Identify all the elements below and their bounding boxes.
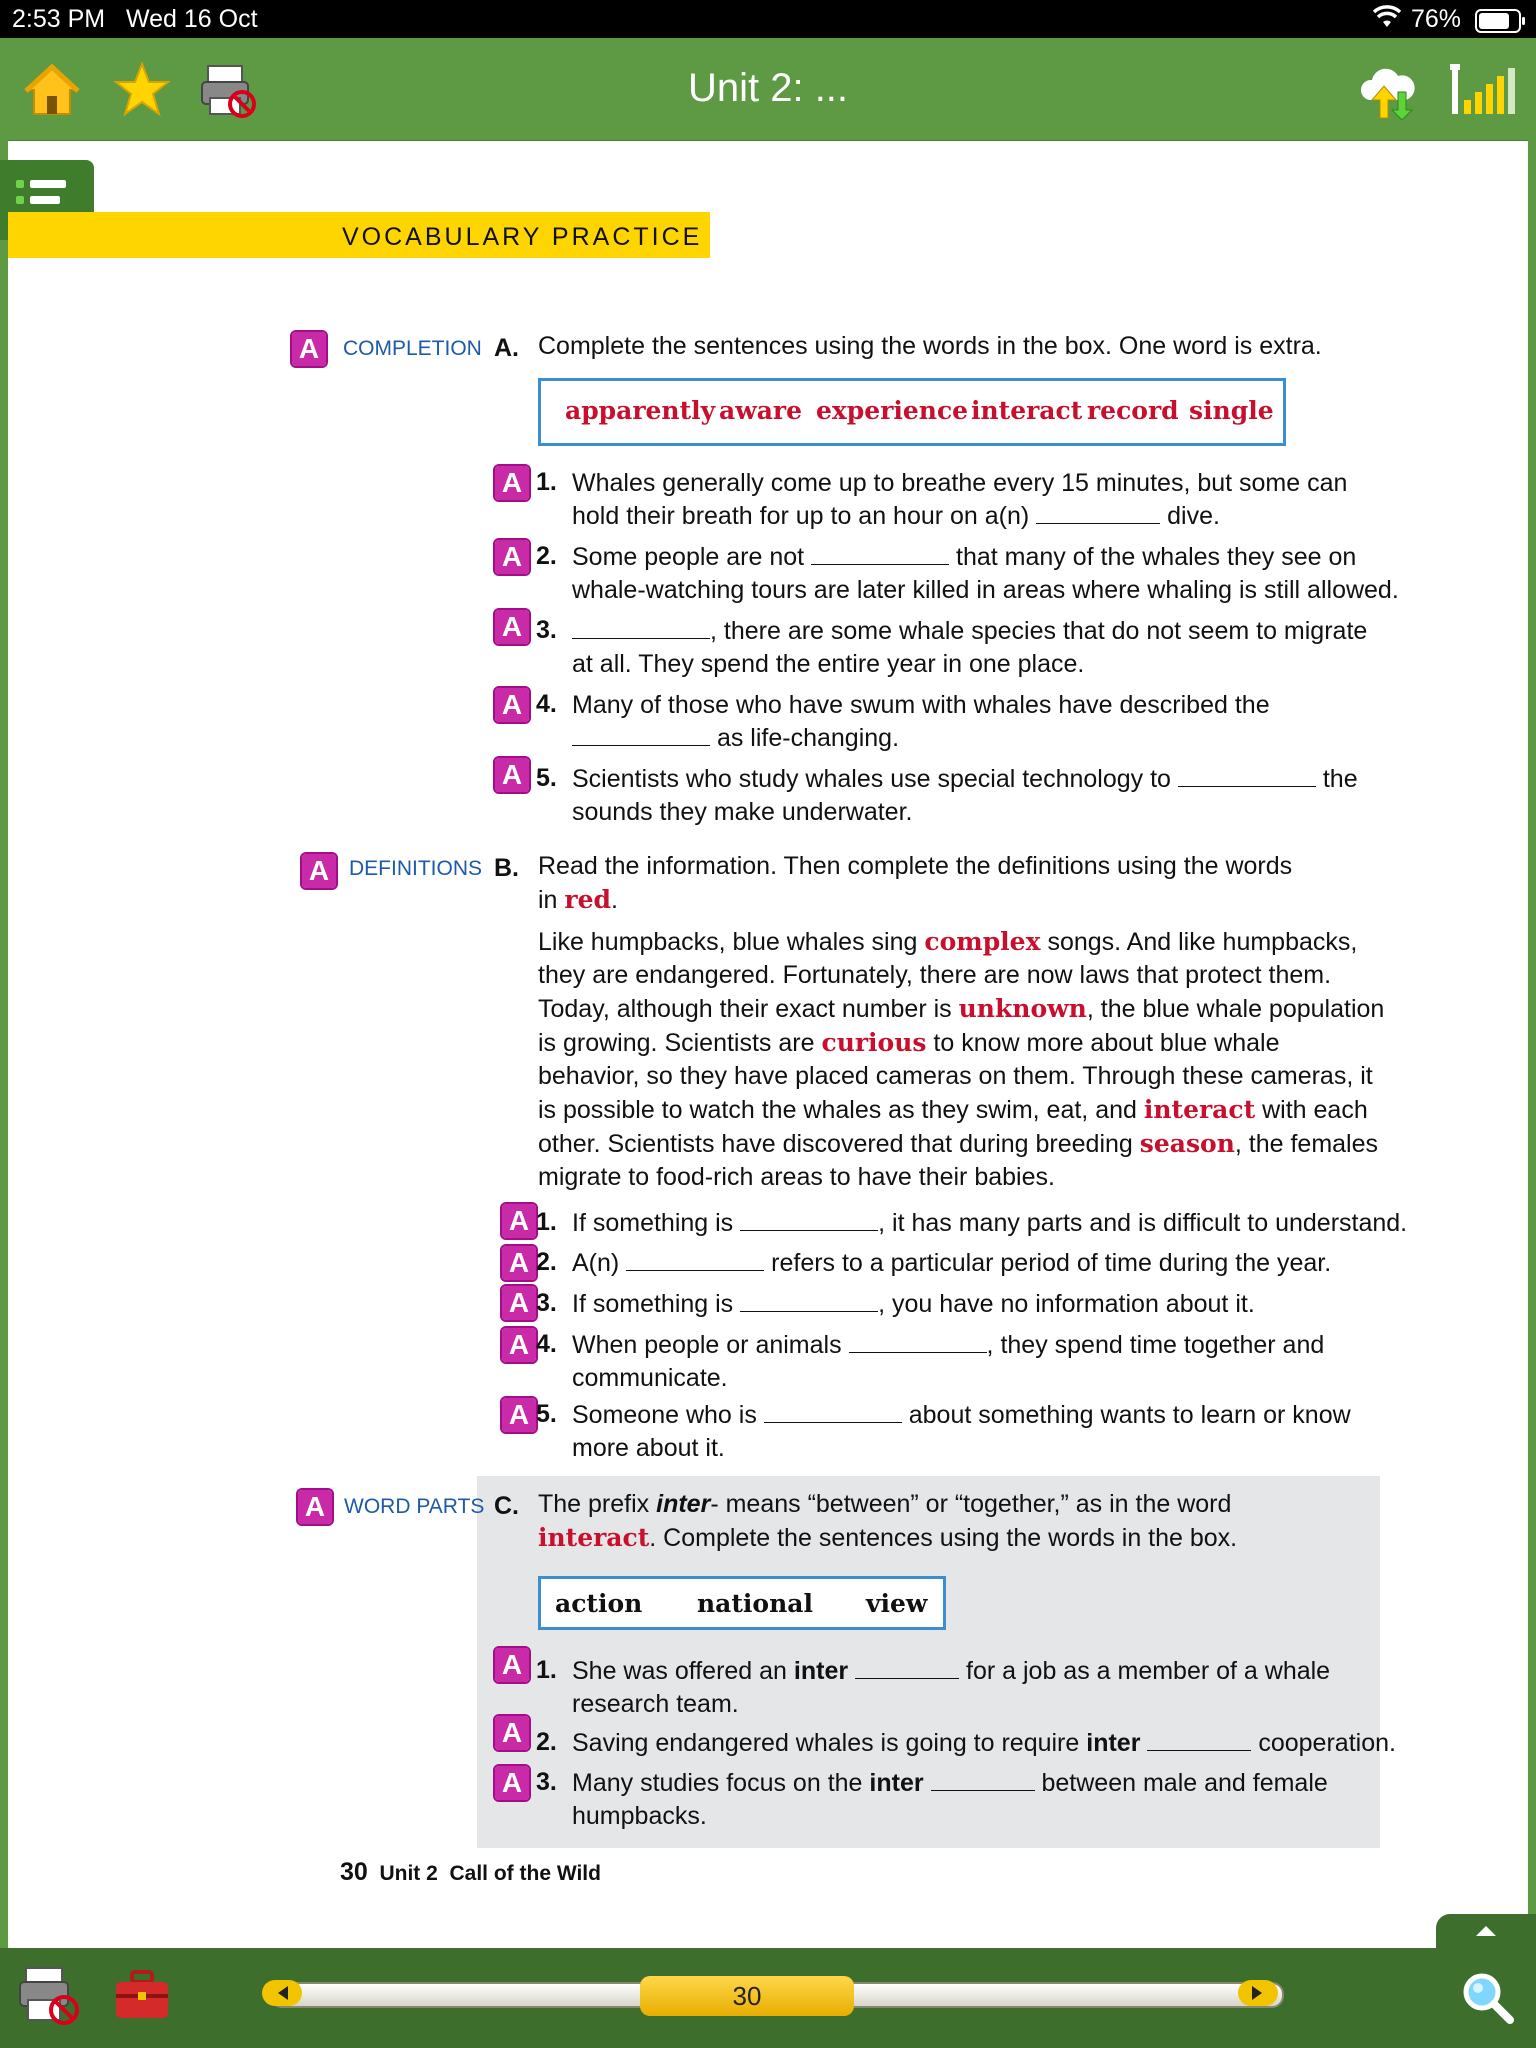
section-audio-icon[interactable]: A [290, 330, 328, 368]
search-zoom-icon[interactable] [1456, 1968, 1516, 2028]
item-number: 2. [536, 1248, 557, 1276]
item-number: 2. [536, 542, 557, 570]
word-box-item: record [1087, 396, 1179, 425]
item-number: 4. [536, 1330, 557, 1358]
expand-tab[interactable] [1436, 1914, 1536, 1948]
list-item: Whales generally come up to breathe every 15 minutes, but some can hold their breath for up to an hour on a(n) dive. [572, 469, 1348, 530]
reading-passage: Like humpbacks, blue whales sing complex songs. And like humpbacks, they are endangered. Fortunately, there are now laws that protect them. Today, although their exact number is unknown, the blue whale population is growing. Scientists are curious to know more about blue whale behavior, so they have placed cameras on them. Through these cameras, it is possible to watch the whales as they swim, eat, and interact with each other. Scientists have discovered that during breeding season, the females migrate to food-rich areas to have their babies. [538, 927, 1385, 1191]
word-box [538, 1576, 946, 1630]
word-box-item: view [866, 1589, 928, 1618]
section-instruction: Read the information. Then complete the definitions using the words in red. [538, 852, 1293, 914]
section-label-definitions: DEFINITIONS [349, 857, 483, 880]
item-number: 3. [536, 1768, 557, 1796]
list-item: Scientists who study whales use special technology to the sounds they make underwater. [572, 765, 1358, 826]
list-item: Many studies focus on the inter between male and female humpbacks. [572, 1769, 1328, 1830]
slider-left-cap[interactable] [262, 1980, 302, 2006]
word-box-item: national [697, 1589, 813, 1618]
word-box-item: single [1189, 396, 1274, 425]
item-audio-icon[interactable]: A [500, 1396, 538, 1434]
section-label-completion: COMPLETION [343, 337, 482, 360]
section-audio-icon[interactable]: A [300, 852, 338, 890]
section-letter: A. [494, 334, 519, 362]
slider-right-cap[interactable] [1238, 1980, 1278, 2006]
triangle-left-icon [262, 1980, 302, 2006]
section-letter: B. [494, 854, 519, 882]
list-item: If something is , it has many parts and is difficult to understand. [572, 1209, 1408, 1237]
item-number: 5. [536, 1400, 557, 1428]
bottom-toolbar [0, 1948, 1536, 2048]
list-item: Someone who is about something wants to learn or know more about it. [572, 1401, 1351, 1462]
item-audio-icon[interactable]: A [493, 1646, 531, 1684]
item-audio-icon[interactable]: A [493, 464, 531, 502]
word-box-item: aware [719, 396, 802, 425]
item-audio-icon[interactable]: A [493, 608, 531, 646]
page-number: 30 [340, 1858, 368, 1886]
print-disabled-icon[interactable] [18, 1964, 82, 2028]
item-number: 5. [536, 764, 557, 792]
footer-unit: Unit 2 [379, 1862, 438, 1885]
item-audio-icon[interactable]: A [500, 1284, 538, 1322]
section-letter: C. [494, 1492, 519, 1520]
word-box-item: apparently [565, 396, 716, 425]
section-instruction: The prefix inter- means “between” or “together,” as in the word interact. Complete the sentences using the words in the box. [538, 1490, 1238, 1552]
status-date: Wed 16 Oct [126, 5, 258, 33]
page-slider-thumb[interactable]: 30 [640, 1976, 854, 2016]
item-audio-icon[interactable]: A [493, 538, 531, 576]
wifi-icon [1372, 5, 1402, 31]
status-time: 2:53 PM [12, 5, 106, 33]
item-number: 4. [536, 690, 557, 718]
toolbox-icon[interactable] [112, 1968, 172, 2024]
list-item: She was offered an inter for a job as a member of a whale research team. [572, 1657, 1331, 1718]
item-number: 1. [536, 468, 557, 496]
item-audio-icon[interactable]: A [493, 756, 531, 794]
page-footer [340, 1858, 601, 1887]
word-box-item: experience [816, 396, 969, 425]
item-number: 1. [536, 1208, 557, 1236]
page-title: Unit 2: ... [687, 66, 849, 110]
top-toolbar [0, 38, 1536, 141]
item-audio-icon[interactable]: A [493, 1764, 531, 1802]
status-bar [0, 0, 1536, 38]
section-label-word-parts: WORD PARTS [344, 1495, 485, 1518]
section-audio-icon[interactable]: A [296, 1488, 334, 1526]
word-box-item: interact [971, 396, 1083, 425]
list-item: , there are some whale species that do not seem to migrate at all. They spend the entire year in one place. [572, 617, 1368, 678]
list-item: If something is , you have no information about it. [572, 1290, 1255, 1318]
section-banner [8, 212, 710, 258]
item-number: 3. [536, 616, 557, 644]
item-audio-icon[interactable]: A [500, 1244, 538, 1282]
chevron-up-icon [1436, 1914, 1536, 1948]
triangle-right-icon [1238, 1980, 1278, 2006]
word-box [538, 378, 1286, 446]
list-item: Saving endangered whales is going to require inter cooperation. [572, 1729, 1396, 1757]
battery-percent: 76% [1411, 5, 1462, 33]
battery-icon [1475, 9, 1521, 33]
list-item: When people or animals , they spend time together and communicate. [572, 1331, 1325, 1392]
item-audio-icon[interactable]: A [500, 1326, 538, 1364]
section-instruction: Complete the sentences using the words in the box. One word is extra. [538, 332, 1322, 360]
item-audio-icon[interactable]: A [493, 1714, 531, 1752]
footer-title: Call of the Wild [449, 1862, 601, 1885]
list-item: A(n) refers to a particular period of time during the year. [572, 1249, 1332, 1277]
item-number: 3. [536, 1289, 557, 1317]
item-number: 2. [536, 1728, 557, 1756]
banner-text: VOCABULARY PRACTICE [342, 223, 703, 251]
cloud-sync-icon[interactable] [1358, 60, 1418, 120]
item-audio-icon[interactable]: A [493, 686, 531, 724]
signal-strength-icon[interactable] [1448, 60, 1518, 120]
list-item: Some people are not that many of the whales they see on whale-watching tours are later killed in areas where whaling is still allowed. [572, 543, 1399, 604]
item-number: 1. [536, 1656, 557, 1684]
word-box-item: action [555, 1589, 643, 1618]
item-audio-icon[interactable]: A [500, 1202, 538, 1240]
list-item: Many of those who have swum with whales have described the as life-changing. [572, 691, 1270, 752]
